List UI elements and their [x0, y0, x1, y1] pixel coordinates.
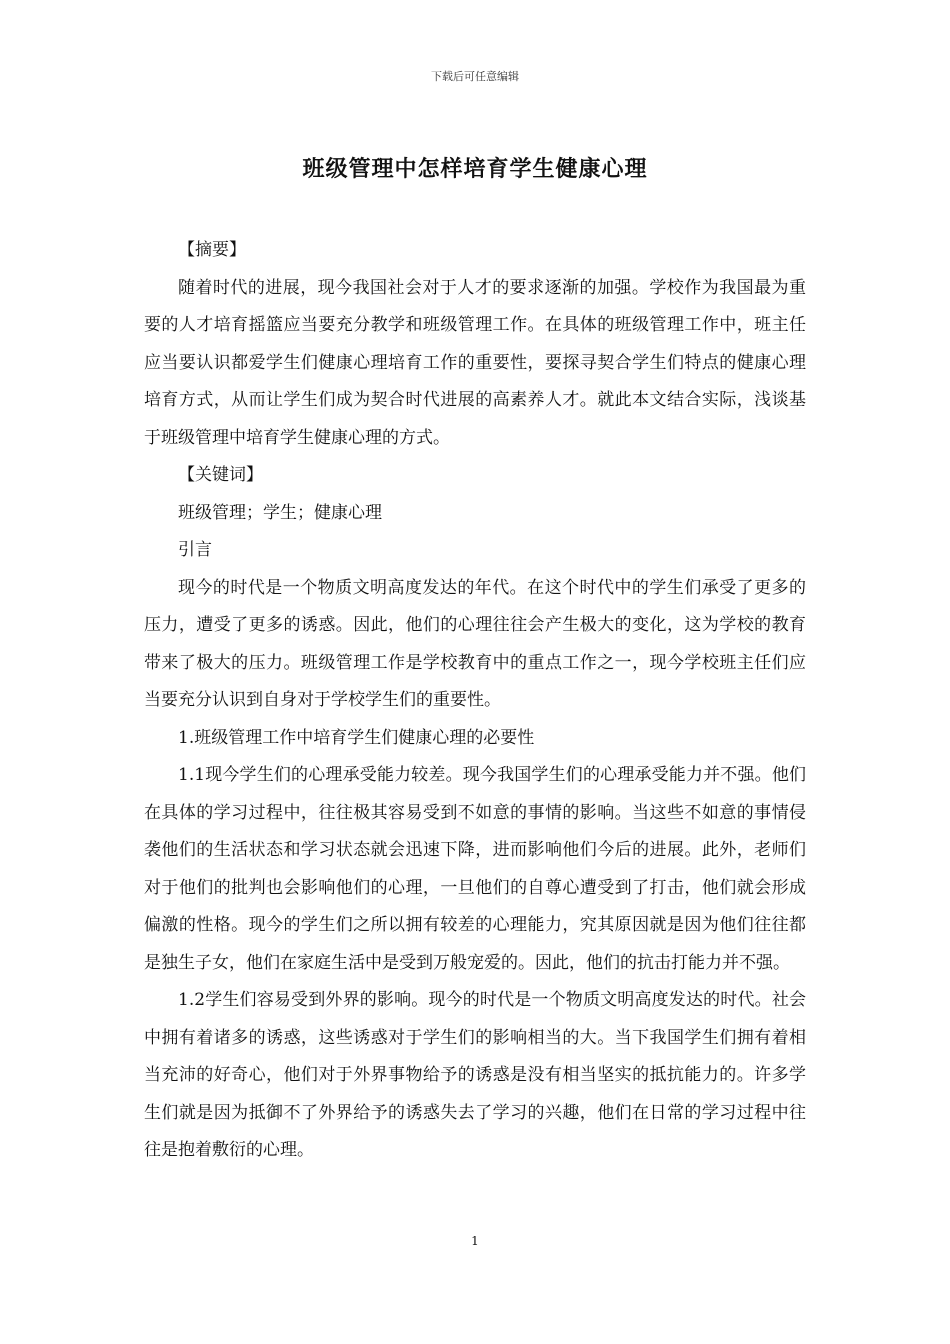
intro-heading: 引言	[178, 540, 212, 560]
abstract-heading: 【摘要】	[178, 240, 246, 260]
page-header-note: 下载后可任意编辑	[431, 70, 519, 83]
page-number: 1	[471, 1234, 479, 1248]
keywords-heading: 【关键词】	[178, 465, 263, 485]
intro-paragraph: 现今的时代是一个物质文明高度发达的年代。在这个时代中的学生们承受了更多的压力，遭受了更多的诱惑。因此，他们的心理往往会产生极大的变化，这为学校的教育带来了极大的压力。班级管理工作是学校教育中的重点工作之一，现今学校班主任们应当要充分认识到自身对于学校学生们的重要性。	[144, 577, 806, 710]
section-1-1-paragraph: 1.1现今学生们的心理承受能力较差。现今我国学生们的心理承受能力并不强。他们在具体的学习过程中，往往极其容易受到不如意的事情的影响。当这些不如意的事情侵袭他们的生活状态和学习状态就会迅速下降，进而影响他们今后的进展。此外，老师们对于他们的批判也会影响他们的心理，一旦他们的自尊心遭受到了打击，他们就会形成偏激的性格。现今的学生们之所以拥有较差的心理能力，究其原因就是因为他们往往都是独生子女，他们在家庭生活中是受到万般宠爱的。因此，他们的抗击打能力并不强。	[144, 765, 806, 973]
section-1-2-paragraph: 1.2学生们容易受到外界的影响。现今的时代是一个物质文明高度发达的时代。社会中拥有着诸多的诱惑，这些诱惑对于学生们的影响相当的大。当下我国学生们拥有着相当充沛的好奇心，他们对于外界事物给予的诱惑是没有相当坚实的抵抗能力的。许多学生们就是因为抵御不了外界给予的诱惑失去了学习的兴趣，他们在日常的学习过程中往往是抱着敷衍的心理。	[144, 990, 806, 1160]
keywords-paragraph: 班级管理；学生；健康心理	[178, 502, 382, 523]
document-body	[144, 232, 806, 1170]
document-title: 班级管理中怎样培育学生健康心理	[302, 156, 648, 182]
section-1-heading: 1.班级管理工作中培育学生们健康心理的必要性	[178, 727, 535, 748]
abstract-paragraph: 随着时代的进展，现今我国社会对于人才的要求逐渐的加强。学校作为我国最为重要的人才培育摇篮应当要充分教学和班级管理工作。在具体的班级管理工作中，班主任应当要认识都爱学生们健康心理培育工作的重要性，要探寻契合学生们特点的健康心理培育方式，从而让学生们成为契合时代进展的高素养人才。就此本文结合实际，浅谈基于班级管理中培育学生健康心理的方式。	[144, 277, 806, 448]
